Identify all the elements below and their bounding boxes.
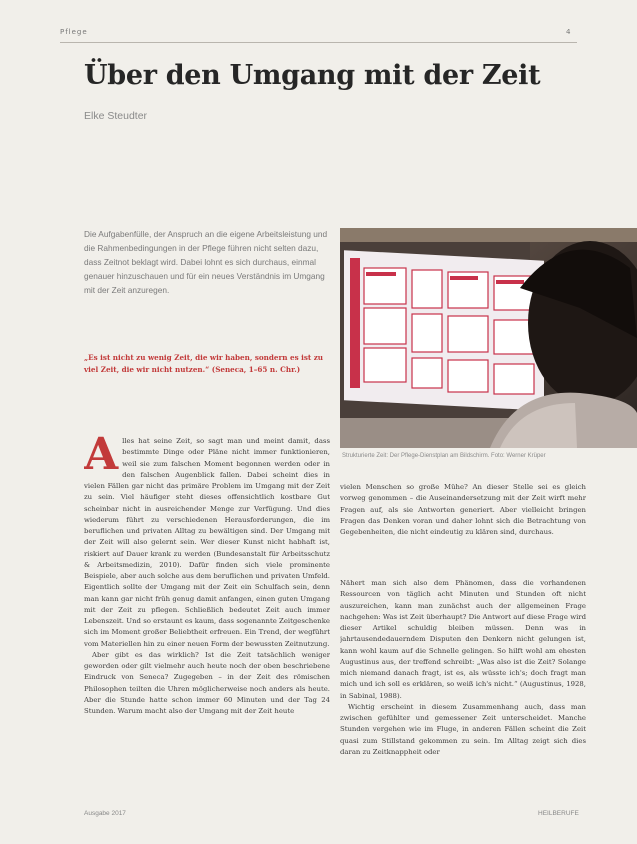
article-photo — [340, 228, 637, 448]
body-paragraph-3: vielen Menschen so große Mühe? An dieser Stelle sei es gleich vorweg genommen – die Auseinandersetzung mit der Zeit wirft mehr Fragen auf, als sie Antworten generiert. Aber vielleicht bringen Fragen das Denken voran und daher lohnt sich die Betrachtung von Gegebenheiten, die nicht eindeutig zu klären sind, durchaus. — [340, 483, 586, 536]
section-label: Pflege — [60, 28, 88, 36]
monitor-screen — [344, 250, 544, 410]
page-number: 4 — [566, 28, 571, 36]
body-column-left — [84, 436, 330, 784]
article-author: Elke Steudter — [84, 110, 148, 122]
drop-cap: A — [84, 436, 119, 480]
photo-image — [340, 228, 637, 448]
header-rule — [60, 42, 577, 43]
body-paragraph-2: Aber gibt es das wirklich? Ist die Zeit tatsächlich weniger geworden oder gilt vielmehr auch heute noch der oben beschriebene Eindruck von Seneca? Zugegeben – in der Zeit des römischen Philosophen teilten die Uhren möglicherweise noch anders als heute. Aber die Stunde hatte schon immer 60 Minuten und der Tag 24 Stunden. Warum macht also der Umgang mit der Zeit heute — [84, 650, 330, 715]
body-column-right-top — [340, 482, 586, 552]
body-column-right-bottom — [340, 578, 586, 784]
body-paragraph-1: lles hat seine Zeit, so sagt man und meint damit, dass bestimmte Dinge oder Pläne nicht immer funktionieren, weil sie zum falschen Moment begonnen werden oder in den falschen Augenblick fallen. Dabei scheint dies in vielen Fällen gar nicht das primäre Problem im Umgang mit der Zeit zu sein. Viel häufiger steht dieses offensichtlich kostbare Gut scheinbar nicht in ausreichender Menge zur Verfügung. Und dies wiederum führt zu verschiedenen Herausforderungen, die im beruflichen und privaten Alltag zu bewältigen sind. Der Umgang mit der Zeit will also gelernt sein. Wer dieser Kunst nicht habhaft ist, riskiert auf Dauer krank zu werden (Bundesanstalt für Arbeitsschutz & Arbeitsmedizin, 2010). Dafür finden sich viele prominente Beispiele, aber auch solche aus dem beruflichen und privaten Umfeld. Eigentlich sollte der Umgang mit der Zeit ein Schulfach sein, denn man kann gar nicht früh genug damit anfangen, einen guten Umgang mit der Zeit zu pflegen. Schließlich bedeutet Zeit auch immer Lebenszeit. Und so erstaunt es kaum, dass sogenannte Zeitgeschenke sich im Moment großer Beliebtheit erfreuen. Ein Trend, der wegführt vom Materiellen hin zu einer neuen Form der bewussten Zeitnutzung. — [84, 437, 330, 648]
article-lead: Die Aufgabenfülle, der Anspruch an die eigene Arbeitsleistung und die Rahmenbedingungen in der Pflege führen nicht selten dazu, dass Zeitnot beklagt wird. Dabei lohnt es sich durchaus, einmal genauer hinzuschauen und für ein neues Verständnis im Umgang mit der Zeit anzuregen. — [84, 229, 328, 295]
footer-publisher: HEILBERUFE — [538, 810, 579, 817]
pull-quote: „Es ist nicht zu wenig Zeit, die wir haben, sondern es ist zu viel Zeit, die wir nicht nutzen.“ (Seneca, 1–65 n. Chr.) — [84, 353, 324, 375]
body-paragraph-4: Nähert man sich also dem Phänomen, dass die vorhandenen Ressourcen von täglich acht Minuten und Stunden oft nicht auszureichen, kann man zunächst auch der allgemeinen Frage nachgehen: Was ist Zeit überhaupt? Die Antwort auf diese Frage wird dieser Artikel schuldig bleiben müssen. Denn was in jahrtausendedauerndem Disputen den Denkern nicht gelungen ist, kann wohl kaum auf die Schnelle gelingen. So hilft wohl am ehesten Augustinus aus, der treffend schreibt: „Was also ist die Zeit? Solange mich niemand danach fragt, ist es, als wüsste ich's; doch fragt man mich und ich soll es erklären, so weiß ich's nicht.“ (Augustinus, 1928, in Sabinal, 1988). — [340, 579, 586, 700]
footer-issue: Ausgabe 2017 — [84, 810, 126, 817]
article-title: Über den Umgang mit der Zeit — [84, 60, 541, 91]
photo-caption: Strukturierte Zeit: Der Pflege-Dienstplan am Bildschirm. Foto: Werner Krüper — [342, 453, 546, 459]
body-paragraph-5: Wichtig erscheint in diesem Zusammenhang auch, dass man zwischen gefühlter und gemessener Zeit unterscheidet. Manche Stunden vergehen wie im Fluge, in anderen Fällen scheint die Zeit quasi zum Stillstand gekommen zu sein. Im Alltag zeigt sich dies daran zu Zeitknappheit oder — [340, 702, 586, 756]
